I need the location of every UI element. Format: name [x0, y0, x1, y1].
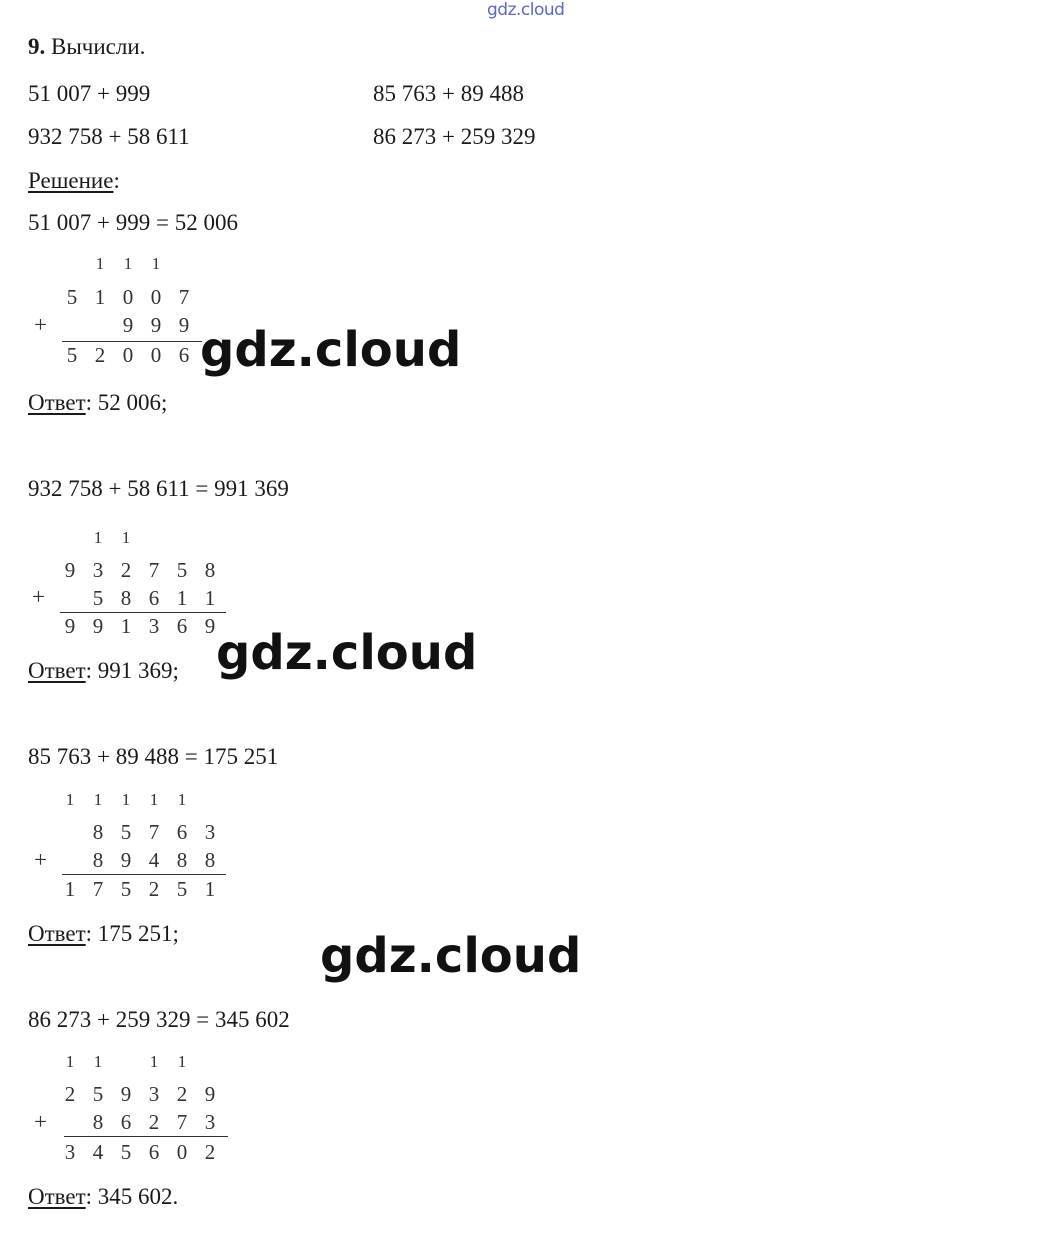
sum-rule — [64, 1136, 228, 1137]
solution-4-equation: 86 273 + 259 329 = 345 602 — [28, 1007, 290, 1032]
digit-cell: 9 — [64, 614, 76, 638]
solution-3-column — [34, 790, 256, 910]
digit-cell: 7 — [148, 820, 160, 844]
digit-cell: 0 — [122, 343, 134, 367]
digit-cell: 0 — [122, 285, 134, 309]
answer-label: Ответ — [28, 390, 86, 415]
digit-cell: 9 — [122, 313, 134, 337]
digit-cell: 1 — [204, 877, 216, 901]
digit-cell: 6 — [176, 820, 188, 844]
digit-cell: 1 — [64, 877, 76, 901]
digit-cell: 8 — [92, 820, 104, 844]
plus-sign: + — [34, 312, 47, 337]
answer-label: Ответ — [28, 658, 86, 683]
digit-cell: 1 — [93, 790, 103, 809]
digit-cell: 3 — [92, 558, 104, 582]
digit-cell: 5 — [120, 1140, 132, 1164]
digit-cell: 7 — [148, 558, 160, 582]
digit-cell: 9 — [64, 558, 76, 582]
digit-cell: 1 — [177, 1052, 187, 1071]
problem-1: 51 007 + 999 — [28, 81, 151, 106]
digit-cell: 0 — [176, 1140, 188, 1164]
digit-cell: 8 — [92, 1110, 104, 1134]
digit-cell: 5 — [120, 820, 132, 844]
digit-cell: 8 — [204, 848, 216, 872]
digit-cell: 4 — [92, 1140, 104, 1164]
answer-value: : 52 006; — [85, 390, 168, 415]
digit-cell: 3 — [148, 1082, 160, 1106]
digit-cell: 3 — [204, 820, 216, 844]
digit-cell: 9 — [178, 313, 190, 337]
digit-cell: 9 — [92, 614, 104, 638]
answer-label: Ответ — [28, 1184, 86, 1209]
plus-sign: + — [34, 1109, 47, 1134]
digit-cell: 9 — [120, 1082, 132, 1106]
answer-label: Ответ — [28, 921, 86, 946]
digit-cell: 0 — [150, 285, 162, 309]
digit-cell: 3 — [64, 1140, 76, 1164]
digit-cell: 5 — [176, 558, 188, 582]
digit-cell: 1 — [93, 1052, 103, 1071]
sum-rule — [62, 874, 226, 875]
digit-cell: 5 — [92, 1082, 104, 1106]
digit-cell: 5 — [176, 877, 188, 901]
digit-cell: 9 — [204, 1082, 216, 1106]
digit-cell: 6 — [178, 343, 190, 367]
digit-cell: 5 — [66, 343, 78, 367]
digit-cell: 9 — [120, 848, 132, 872]
sum-rule — [62, 341, 202, 342]
answer-value: : 175 251; — [85, 921, 179, 946]
solution-1-equation: 51 007 + 999 = 52 006 — [28, 210, 238, 235]
digit-cell: 5 — [120, 877, 132, 901]
digit-cell: 1 — [204, 586, 216, 610]
digit-cell: 1 — [177, 790, 187, 809]
digit-cell: 1 — [65, 1052, 75, 1071]
plus-sign: + — [32, 584, 45, 609]
task-title: Вычисли. — [51, 34, 146, 59]
digit-cell: 2 — [176, 1082, 188, 1106]
digit-cell: 3 — [204, 1110, 216, 1134]
task-number: 9. — [28, 34, 46, 59]
digit-cell: 7 — [178, 285, 190, 309]
problem-3: 932 758 + 58 611 — [28, 124, 190, 149]
digit-cell: 1 — [121, 790, 131, 809]
digit-cell: 2 — [204, 1140, 216, 1164]
digit-cell: 1 — [120, 614, 132, 638]
answer-value: : 991 369; — [85, 658, 179, 683]
watermark-top: gdz.cloud — [487, 0, 565, 20]
digit-cell: 2 — [64, 1082, 76, 1106]
digit-cell: 7 — [92, 877, 104, 901]
solution-2-equation: 932 758 + 58 611 = 991 369 — [28, 476, 289, 501]
digit-cell: 2 — [120, 558, 132, 582]
digit-cell: 2 — [148, 1110, 160, 1134]
digit-cell: 6 — [120, 1110, 132, 1134]
answer-value: : 345 602. — [85, 1184, 179, 1209]
solution-3-equation: 85 763 + 89 488 = 175 251 — [28, 744, 279, 769]
digit-cell: 1 — [65, 790, 75, 809]
digit-cell: 1 — [149, 1052, 159, 1071]
digit-cell: 1 — [95, 254, 105, 273]
digit-cell: 9 — [204, 614, 216, 638]
digit-cell: 8 — [176, 848, 188, 872]
problem-2: 85 763 + 89 488 — [373, 81, 524, 106]
watermark-1: gdz.cloud — [200, 322, 462, 378]
digit-cell: 6 — [148, 1140, 160, 1164]
digit-cell: 1 — [121, 528, 131, 547]
digit-cell: 1 — [93, 528, 103, 547]
solution-4-answer — [28, 1184, 178, 1210]
sum-rule — [60, 612, 226, 613]
digit-cell: 1 — [123, 254, 133, 273]
digit-cell: 6 — [176, 614, 188, 638]
digit-cell: 1 — [149, 790, 159, 809]
solution-1-answer — [28, 390, 167, 416]
task-heading — [28, 34, 145, 60]
digit-cell: 2 — [94, 343, 106, 367]
solution-2-answer — [28, 658, 179, 684]
problem-4: 86 273 + 259 329 — [373, 124, 536, 149]
digit-cell: 8 — [204, 558, 216, 582]
watermark-2: gdz.cloud — [216, 625, 478, 681]
digit-cell: 8 — [120, 586, 132, 610]
digit-cell: 5 — [66, 285, 78, 309]
digit-cell: 4 — [148, 848, 160, 872]
digit-cell: 8 — [92, 848, 104, 872]
digit-cell: 1 — [176, 586, 188, 610]
digit-cell: 0 — [150, 343, 162, 367]
digit-cell: 2 — [148, 877, 160, 901]
solution-3-answer — [28, 921, 179, 947]
digit-cell: 9 — [150, 313, 162, 337]
digit-cell: 5 — [92, 586, 104, 610]
digit-cell: 1 — [151, 254, 161, 273]
digit-cell: 7 — [176, 1110, 188, 1134]
plus-sign: + — [34, 847, 47, 872]
solution-label: Решение — [28, 168, 114, 193]
watermark-3: gdz.cloud — [320, 928, 582, 984]
solution-heading: Решение: — [28, 168, 120, 193]
solution-4-column — [34, 1052, 256, 1172]
digit-cell: 3 — [148, 614, 160, 638]
digit-cell: 6 — [148, 586, 160, 610]
digit-cell: 1 — [94, 285, 106, 309]
